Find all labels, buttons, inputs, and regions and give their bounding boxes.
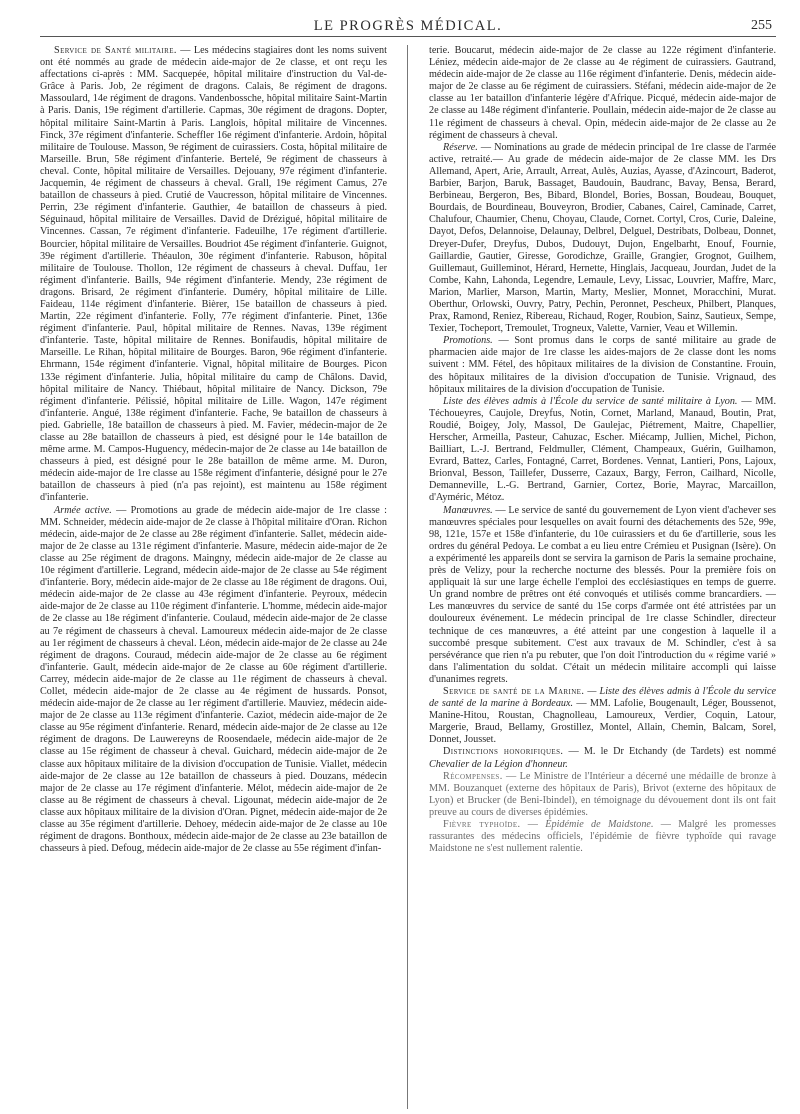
- paragraph-recompenses: [429, 771, 776, 819]
- paragraph-text: terie. Boucarut, médecin aide-major de 2e classe au 122e régiment d'infanterie. Léniez, médecin aide-major de 2e classe au 4e régiment de cuirassiers. Gautrand, médecin aide-major de 2e classe au 116e régiment d'infanterie. Denis, médecin aide-major de 2e classe au 6e régiment de cuirassiers. Stéfani, médecin aide-major de 2e classe au 1er bataillon d'infanterie légère d'Afrique. Picqué, médecin aide-major de 2e classe au 148e régiment d'infanterie. Poullain, médecin aide-major de 2e classe au 11e régiment de chasseurs à cheval. Opin, médecin aide-major de 2e classe au 2e régiment de chasseurs à cheval.: [429, 45, 776, 141]
- section-heading: Fièvre typhoïde.: [443, 819, 521, 830]
- page-number: 255: [751, 18, 772, 33]
- right-column: [429, 45, 776, 1109]
- section-heading: Service de santé de la Marine.: [443, 685, 585, 697]
- section-heading: Distinctions honorifiques.: [443, 746, 564, 758]
- paragraph-manoeuvres: [429, 505, 776, 686]
- paragraph-text: — Les médecins stagiaires dont les noms suivent ont été nommés au grade de médecin aide-major de 2e classe, et ont reçu les affectations ci-après : MM. Sacquepée, hôpital militaire d'instruction du Val-de-Grâce à Paris. Job, 2e régiment de dragons. Calais, 8e régiment de dragons. Massoulard, 14e régiment de dragons. Vandenbossche, hôpital militaire Saint-Martin à Paris. Danis, 19e régiment d'artillerie. Capmas, 30e régiment de dragons. Dopter, hôpital militaire Saint-Martin à Paris. Langlois, hôpital militaire de Vincennes. Finck, 37e régiment d'infanterie. Scheffler 16e régiment d'infanterie. Ardoin, hôpital militaire de Toulouse. Masson, 9e régiment de cuirassiers. Costa, hôpital militaire de Marseille. Brun, 58e régiment d'infanterie. Bertelé, 9e régiment de chasseurs à cheval. Conte, hôpital militaire de Versailles. Dejouany, 97e régiment d'infanterie. Jacquemin, 4e régiment de chasseurs à cheval. Grall, 19e régiment Camus, 27e bataillon de chasseurs à pied. Crutié de Vaucresson, hôpital militaire de Vincennes. Perrin, 23e régiment d'infanterie. Gauthier, 4e bataillon de chasseurs à pied. Séguinaud, hôpital militaire de Versailles. David de Drézigué, hôpital militaire de Vincennes. Cassan, 7e régiment d'infanterie. Fadeuilhe, 17e régiment d'artillerie. Bourcier, hôpital militaire de Versailles. Boudriot 45e régiment d'infanterie. Guignot, 39e régiment d'artillerie. Théaulon, 30e régiment d'infanterie. Rabuson, hôpital militaire de Toulouse. Thollon, 12e régiment de chasseurs à cheval. Duffau, 1er régiment d'infanterie. Baills, 94e régiment d'infanterie. Mendy, 23e régiment de dragons. Brisard, 2e régiment d'infanterie. Duméry, hôpital militaire de Lille. Faideau, 114e régiment d'infanterie. Bièrer, 15e bataillon de chasseurs à pied. Martin, 22e régiment d'infanterie. Folly, 77e régiment d'infanterie. Pinet, 136e régiment d'infanterie. Paul, hôpital militaire de Rennes. Navas, 139e régiment d'infanterie. Taste, hôpital militaire de Rennes. Bonifaudis, hôpital militaire de Marseille. Le Rihan, hôpital militaire de Bourges. Baron, 96e régiment d'infanterie. Ehrmann, 154e régiment d'infanterie. Vignal, hôpital militaire de Bourges. Picon 133e régiment d'infanterie. Julia, hôpital militaire du camp de Châlons. David, hôpital militaire de Nancy. Thiébaut, hôpital militaire de Nancy. Dickson, 79e régiment d'infanterie. Pélissié, hôpital militaire de Lille. Wagon, 147e régiment d'infanterie. Angué, 138e régiment d'infanterie. Fache, 9e bataillon de chasseurs à pied. Gabrielle, 18e bataillon de chasseurs à pied. M. Favier, médecin-major de 2e classe au 28e bataillon de chasseurs à pied, est désigné pour le 14e bataillon de même arme. M. Campos-Huguency, médecin-major de 2e classe au 14e bataillon de chasseurs à pied, est désigné pour le 28e bataillon de même arme. M. Duron, médecin aide-major de 1re classe au 158e régiment d'infanterie, désigné pour le 27e bataillon de chasseurs à pied (n'a pas rejoint), est maintenu au 158e régiment d'infanterie.: [40, 45, 387, 504]
- section-heading: Promotions.: [443, 335, 493, 347]
- dash: —: [520, 819, 546, 830]
- paragraph-distinctions: [429, 746, 776, 770]
- section-subheading: Épidémie de Maidstone.: [545, 819, 654, 830]
- paragraph-text: — Le service de santé du gouvernement de Lyon vient d'achever ses manœuvres spéciales pour lesquelles on avait fourni des détachements des 52e, 99e, 98, 121e, 157e et 158e d'infanterie, du 10e cuirassiers et du 6e d'artillerie, sous les ordres du général Pedoya. Le combat a eu lieu entre Crémieu et Pusignan (Isère). On a expérimenté les appareils dont se servira la garnison de Paris la semaine prochaine, près de Velizy, pour la recherche nocturne des blessés. Pour la première fois on appliquait là sur une large échelle l'emploi des ecclésiastiques en temps de guerre. Un grand nombre de prêtres ont été convoqués et utilisés comme brancardiers. — Les manœuvres du service de santé du 15e corps d'armée ont été attristées par un douloureux événement. Le médecin principal de 1re classe Schindler, directeur technique de ces manœuvres, a été atteint par une congestion à laquelle il a succombé presque subitement. C'est aux travaux de M. Schindler, c'est à sa persévérance que rien n'a pu rebuter, que l'on doit l'introduction du « régime varié » dans l'alimentation du soldat. C'était un médecin militaire accompli qui laisse d'unanimes regrets.: [429, 504, 776, 685]
- paragraph-text: — Sont promus dans le corps de santé militaire au grade de pharmacien aide major de 1re classe les aides-majors de 2e classe dont les noms suivent : MM. Fétel, des hôpitaux militaires de la division de Constantine. Frouin, des hôpitaux militaires de la division d'occupation de Tunisie. Vrignaud, des hôpitaux militaires de la division d'occupation de Tunisie.: [429, 335, 776, 395]
- paragraph-sante-marine: [429, 686, 776, 746]
- paragraph-text: — Promotions au grade de médecin aide-major de 1re classe : MM. Schneider, médecin aide-major de 2e classe à l'hôpital militaire d'Oran. Richon médecin, aide-major de 2e classe au 28e régiment d'infanterie. Sallet, médecin aide-major de 2e classe au 131e régiment d'infanterie. Masure, médecin aide-major de 2e classe au 25e régiment de dragons. Maingny, médecin aide-major de 2e classe au 10e régiment d'artillerie. Legrand, médecin aide-major de 2e classe au 54e régiment d'infanterie. Bory, médecin aide-major de 2e classe au 18e régiment de dragons. Oui, médecin aide-major de 2e classe au 43e régiment d'infanterie. Peyroux, médecin aide-major de 2e classe au 110e régiment d'infanterie. L'homme, médecin aide-major de 2e classe au 18e régiment d'infanterie. Coulaud, médecin aide-major de 2e classe au 7e régiment de chasseurs à cheval. Lamoureux médecin aide-major de 2e classe au 1er régiment de chasseurs à cheval. Léon, médecin aide-major de 2e classe au 24e régiment de dragons. Couraud, médecin aide-major de 2e classe au 6e régiment d'infanterie. Gault, médecin aide-major de 2e classe au 60e régiment d'artillerie. Carrey, médecin aide-major de 2e classe au 11e régiment de chasseurs à cheval. Collet, médecin aide-major de 2e classe au 4e régiment de hussards. Ponsot, médecin aide-major de 2e classe au 1er régiment d'artillerie. Mauviez, médecin aide-major de 2e classe au 113e régiment d'infanterie. Caziot, médecin aide-major de 2e classe au 95e régiment d'infanterie. Renard, médecin aide-major de 2e classe au 12e régiment de dragons. De Lauwereyns de Roosendaele, médecin aide-major de 2e classe au 15e régiment de chasseur à cheval. Guichard, médecin aide-major de 2e classe aux hôpitaux militaire de la division d'occupation de Tunisie. Viallet, médecin aide-major de 2e classe au 12e bataillon de chasseurs à pied. Douzans, médecin major de 2e classe au 17e régiment d'infanterie. Mélot, médecin aide-major de 2e classe au 8e régiment de chasseurs à cheval. Ligounat, médecin aide-major de 2e classe aux hôpitaux militaire de la division d'Oran. Pignet, médecin aide-major de 2e classe au 35e régiment d'artillerie. Dehoey, médecin aide-major de 2e classe au 10e régiment de dragons. Bonthoux, médecin aide-major de 2e classe au 23e bataillon de chasseurs à pied. Defoug, médecin aide-major de 2e classe au 55e régiment d'infan-: [40, 504, 387, 855]
- section-heading: Manœuvres.: [443, 504, 493, 516]
- paragraph-continuation: [429, 45, 776, 142]
- paragraph-text: — Le Ministre de l'Intérieur a décerné une médaille de bronze à MM. Bouzanquet (externe des hôpitaux de Paris), Brivot (externe des hôpitaux de Lyon) et Brucker (de Beni-Ibindel), en témoignage du dévouement dont ils ont fait preuve au cours de diverses épidémies.: [429, 770, 776, 818]
- text-columns: [40, 45, 776, 1109]
- paragraph-text: — MM. Lafolie, Bougenault, Léger, Boussenot, Manine-Hitou, Roustan, Chagnolleau, Lamoureux, Verdier, Coquin, Latour, Margerie, Braud, Bellamy, Grostillez, Montel, Allain, Chemin, Balcam, Sorel, Donnet, Jousset.: [429, 698, 776, 746]
- paragraph-text: — Malgré les promesses rassurantes des médecins officiels, l'épidémie de fièvre typhoïde qui ravage Maidstone ne s'est nullement ralentie.: [429, 819, 776, 855]
- section-heading: Liste des élèves admis à l'École du service de santé militaire à Lyon.: [443, 395, 738, 407]
- column-divider: [407, 45, 408, 1109]
- section-subheading: — Liste des élèves admis à l'École du service de santé de la marine à Bordeaux.: [429, 685, 776, 710]
- paragraph-reserve: [429, 142, 776, 336]
- paragraph-liste-eleves-lyon: [429, 396, 776, 505]
- section-heading: Armée active.: [54, 504, 112, 516]
- award-title: Chevalier de la Légion d'honneur.: [429, 758, 568, 770]
- paragraph-text: — MM. Téchoueyres, Caujole, Dreyfus, Notin, Cornet, Marland, Manaud, Boutin, Prat, Roudié, Boigey, Joly, Massol, De Gaulejac, Piétrement, Maitre, Chapellier, Herscher, Armeilla, Pasteur, Cahuzac, Escher. Miécamp, Jullien, Michel, Pichon, Bailliart, L.-J. Bertrand, Feldmuller, Clément, Champeaux, Guérin, Guilhamon, Evrard, Battez, Carles, Fontagné, Carret, Bordenes. Vennat, Lantieri, Pons, Lajoux, Brionval, Besson, Taillefer, Dusserre, Cazaux, Bargy, Ferron, Cailhard, Nicolle, Demanneville, L.-G. Bertrand, Garnier, Cortez, Borie, Mayrac, Marcaillon, d'Ayméric, Métoz.: [429, 395, 776, 504]
- page-header: [40, 10, 776, 37]
- running-title: LE PROGRÈS MÉDICAL.: [313, 18, 503, 34]
- paragraph-armee-active: [40, 505, 387, 856]
- section-heading: Réserve.: [443, 141, 478, 153]
- section-heading: Récompenses.: [443, 770, 503, 782]
- paragraph-text: — Nominations au grade de médecin principal de 1re classe de l'armée active, retraité.— Au grade de médecin aide-major de 2e classe MM. les Drs Allemand, Apert, Arie, Arrault, Arreat, Aulès, Auzias, Ayasse, d'Azincourt, Baderot, Barbier, Barjon, Baruk, Bassaget, Baudouin, Baudranc, Bavay, Bensa, Berard, Berbineau, Bergeron, Bes, Bibard, Blondel, Bories, Bossan, Boudeau, Bouquet, Bourdais, de Bourdineau, Bouveyron, Brodier, Cabanes, Cairel, Caminade, Carret, Chalufour, Chaumier, Chenu, Choyau, Claude, Cornet. Cortyl, Cros, Curie, Daleine, Dayot, Defos, Delannoise, Delaunay, Delbrel, Delguel, Destribats, Dolbeau, Donnet, Dreyer-Dufer, Dreyfus, Dubos, Dudouyt, Dujon, Engelbarht, Enouf, Fournie, Gaillardie, Gautier, Giresse, Gorodichze, Graille, Grangier, Grognot, Guilhem, Guillemaut, Guilleminot, Hérard, Hernette, Hinglais, Jacqueau, Jourdan, Judet de la Combe, Kahn, Lahonda, Legendre, Lemaule, Levy, Lissac, Louvrier, Maffre, Marc, Marion, Marlier, Marson, Martin, Marty, Meslier, Monnet, Moracchini, Murat. Oberthur, Orlowski, Ouvry, Patry, Pechin, Peronnet, Pescheux, Philbert, Planques, Prax, Ramond, Reniez, Ribereau, Richaud, Roger, Roubion, Sainz, Sautieux, Sempe, Texier, Tocheport, Tremoulet, Trogneux, Valette, Varnier, Veau et Willemin.: [429, 141, 776, 335]
- left-column: [40, 45, 387, 1109]
- paragraph-text: — M. le Dr Etchandy (de Tardets) est nommé: [563, 746, 776, 758]
- section-heading: Service de Santé militaire.: [54, 45, 177, 56]
- paragraph-service-de-sante-militaire: [40, 45, 387, 505]
- paragraph-fievre-typhoide: [429, 819, 776, 855]
- paragraph-promotions: [429, 335, 776, 395]
